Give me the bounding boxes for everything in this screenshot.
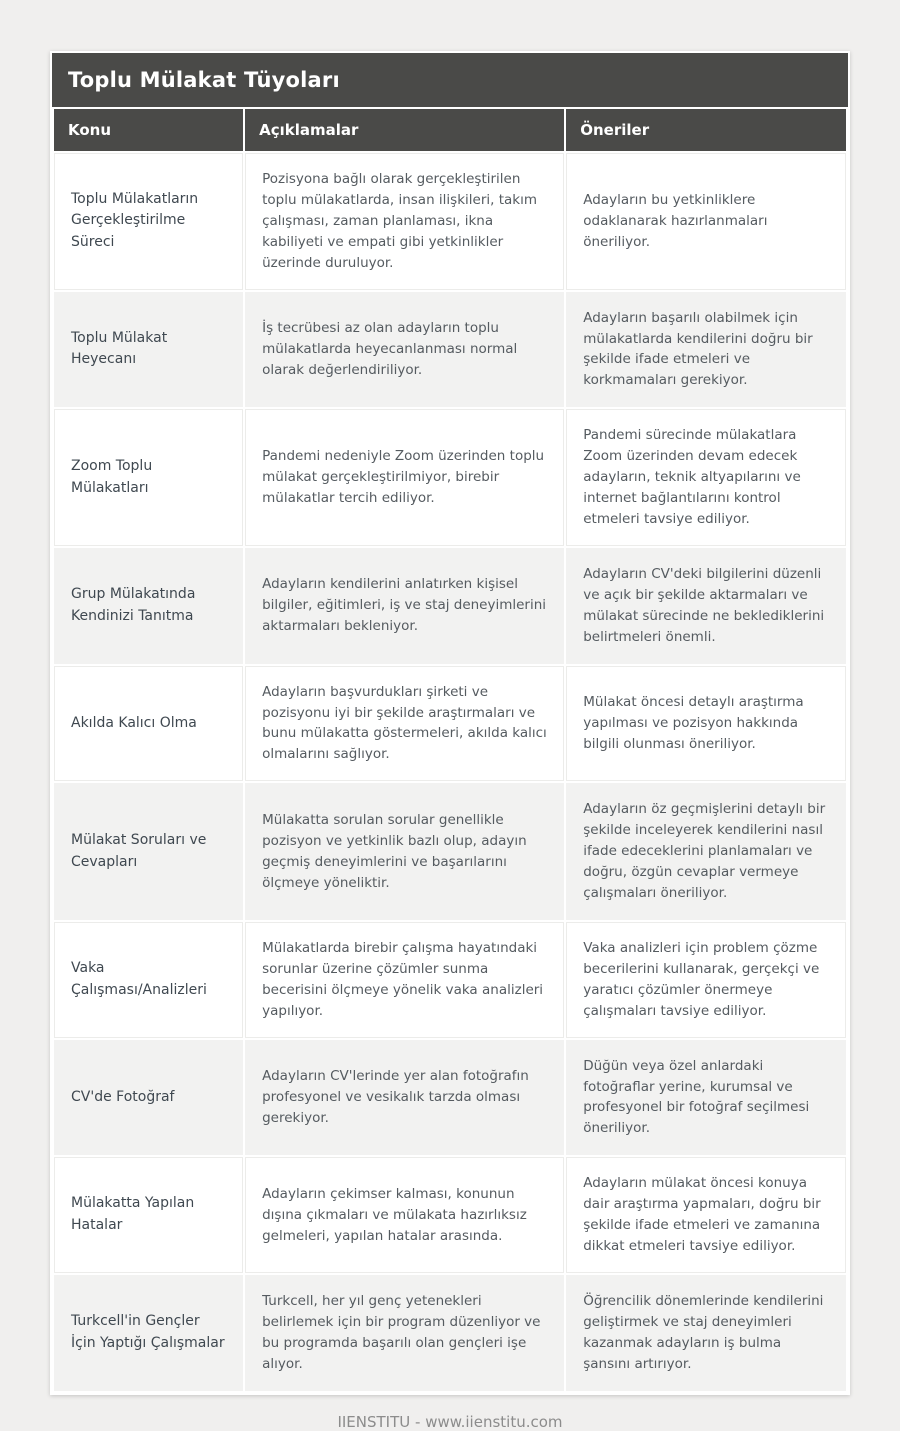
table-row bbox=[54, 1040, 846, 1156]
column-header-oneriler: Öneriler bbox=[566, 109, 846, 151]
column-header-aciklamalar: Açıklamalar bbox=[245, 109, 564, 151]
cell-topic: Grup Mülakatında Kendinizi Tanıtma bbox=[54, 548, 243, 664]
cell-suggestion: Düğün veya özel anlardaki fotoğraflar yerine, kurumsal ve profesyonel bir fotoğraf seçilmesi öneriliyor. bbox=[566, 1040, 846, 1156]
page-title: Toplu Mülakat Tüyoları bbox=[68, 68, 340, 92]
cell-explanation: Adayların kendilerini anlatırken kişisel bilgiler, eğitimleri, iş ve staj deneyimlerini aktarmaları bekleniyor. bbox=[245, 548, 564, 664]
page-title-bar bbox=[52, 53, 848, 107]
table-row bbox=[54, 292, 846, 408]
cell-topic: Vaka Çalışması/Analizleri bbox=[54, 922, 243, 1038]
cell-suggestion: Vaka analizleri için problem çözme becerilerini kullanarak, gerçekçi ve yaratıcı çözümler önermeye çalışmaları tavsiye ediliyor. bbox=[566, 922, 846, 1038]
cell-topic: Mülakatta Yapılan Hatalar bbox=[54, 1157, 243, 1273]
cell-explanation: Adayların çekimser kalması, konunun dışına çıkmaları ve mülakata hazırlıksız gelmeleri, yapılan hatalar arasında. bbox=[245, 1157, 564, 1273]
cell-topic: Mülakat Soruları ve Cevapları bbox=[54, 783, 243, 920]
table-row bbox=[54, 1157, 846, 1273]
cell-explanation: Turkcell, her yıl genç yetenekleri belirlemek için bir program düzenliyor ve bu programda başarılı olan gençleri işe alıyor. bbox=[245, 1275, 564, 1391]
cell-explanation: Pandemi nedeniyle Zoom üzerinden toplu mülakat gerçekleştirilmiyor, birebir mülakatlar tercih ediliyor. bbox=[245, 409, 564, 546]
cell-topic: Turkcell'in Gençler İçin Yaptığı Çalışmalar bbox=[54, 1275, 243, 1391]
cell-topic: Akılda Kalıcı Olma bbox=[54, 666, 243, 782]
cell-suggestion: Mülakat öncesi detaylı araştırma yapılması ve pozisyon hakkında bilgili olunması öneriliyor. bbox=[566, 666, 846, 782]
cell-topic: Toplu Mülakatların Gerçekleştirilme Süreci bbox=[54, 153, 243, 290]
table-row bbox=[54, 153, 846, 290]
cell-explanation: İş tecrübesi az olan adayların toplu mülakatlarda heyecanlanması normal olarak değerlendiriliyor. bbox=[245, 292, 564, 408]
cell-suggestion: Pandemi sürecinde mülakatlara Zoom üzerinden devam edecek adayların, teknik altyapılarını ve internet bağlantılarını kontrol etmeleri tavsiye ediliyor. bbox=[566, 409, 846, 546]
table-row bbox=[54, 666, 846, 782]
table-row bbox=[54, 548, 846, 664]
table-row bbox=[54, 1275, 846, 1391]
cell-suggestion: Öğrencilik dönemlerinde kendilerini geliştirmek ve staj deneyimleri kazanmak adayların iş bulma şansını artırıyor. bbox=[566, 1275, 846, 1391]
cell-suggestion: Adayların bu yetkinliklere odaklanarak hazırlanmaları öneriliyor. bbox=[566, 153, 846, 290]
table-row bbox=[54, 409, 846, 546]
cell-suggestion: Adayların başarılı olabilmek için mülakatlarda kendilerini doğru bir şekilde ifade etmeleri ve korkmamaları gerekiyor. bbox=[566, 292, 846, 408]
cell-explanation: Adayların CV'lerinde yer alan fotoğrafın profesyonel ve vesikalık tarzda olması gerekiyor. bbox=[245, 1040, 564, 1156]
cell-explanation: Mülakatlarda birebir çalışma hayatındaki sorunlar üzerine çözümler sunma becerisini ölçmeye yönelik vaka analizleri yapılıyor. bbox=[245, 922, 564, 1038]
cell-topic: Zoom Toplu Mülakatları bbox=[54, 409, 243, 546]
cell-topic: Toplu Mülakat Heyecanı bbox=[54, 292, 243, 408]
table-row bbox=[54, 922, 846, 1038]
tips-table bbox=[52, 107, 848, 1393]
cell-explanation: Mülakatta sorulan sorular genellikle pozisyon ve yetkinlik bazlı olup, adayın geçmiş deneyimlerini ve başarılarını ölçmeye yöneliktir. bbox=[245, 783, 564, 920]
cell-topic: CV'de Fotoğraf bbox=[54, 1040, 243, 1156]
cell-suggestion: Adayların mülakat öncesi konuya dair araştırma yapmaları, doğru bir şekilde ifade etmeleri ve zamanına dikkat etmeleri tavsiye ediliyor. bbox=[566, 1157, 846, 1273]
cell-suggestion: Adayların CV'deki bilgilerini düzenli ve açık bir şekilde aktarmaları ve mülakat sürecinde ne beklediklerini belirtmeleri önemli. bbox=[566, 548, 846, 664]
tips-card bbox=[50, 51, 850, 1395]
cell-explanation: Adayların başvurdukları şirketi ve pozisyonu iyi bir şekilde araştırmaları ve bunu mülakatta göstermeleri, akılda kalıcı olmalarını sağlıyor. bbox=[245, 666, 564, 782]
table-header-row bbox=[54, 109, 846, 151]
cell-suggestion: Adayların öz geçmişlerini detaylı bir şekilde inceleyerek kendilerini nasıl ifade edeceklerini planlamaları ve doğru, özgün cevaplar vermeye çalışmaları öneriliyor. bbox=[566, 783, 846, 920]
table-row bbox=[54, 783, 846, 920]
footer-credit: IIENSTITU - www.iienstitu.com bbox=[337, 1412, 563, 1431]
cell-explanation: Pozisyona bağlı olarak gerçekleştirilen toplu mülakatlarda, insan ilişkileri, takım çalışması, zaman planlaması, ikna kabiliyeti ve empati gibi yetkinlikler üzerinde duruluyor. bbox=[245, 153, 564, 290]
column-header-konu: Konu bbox=[54, 109, 243, 151]
